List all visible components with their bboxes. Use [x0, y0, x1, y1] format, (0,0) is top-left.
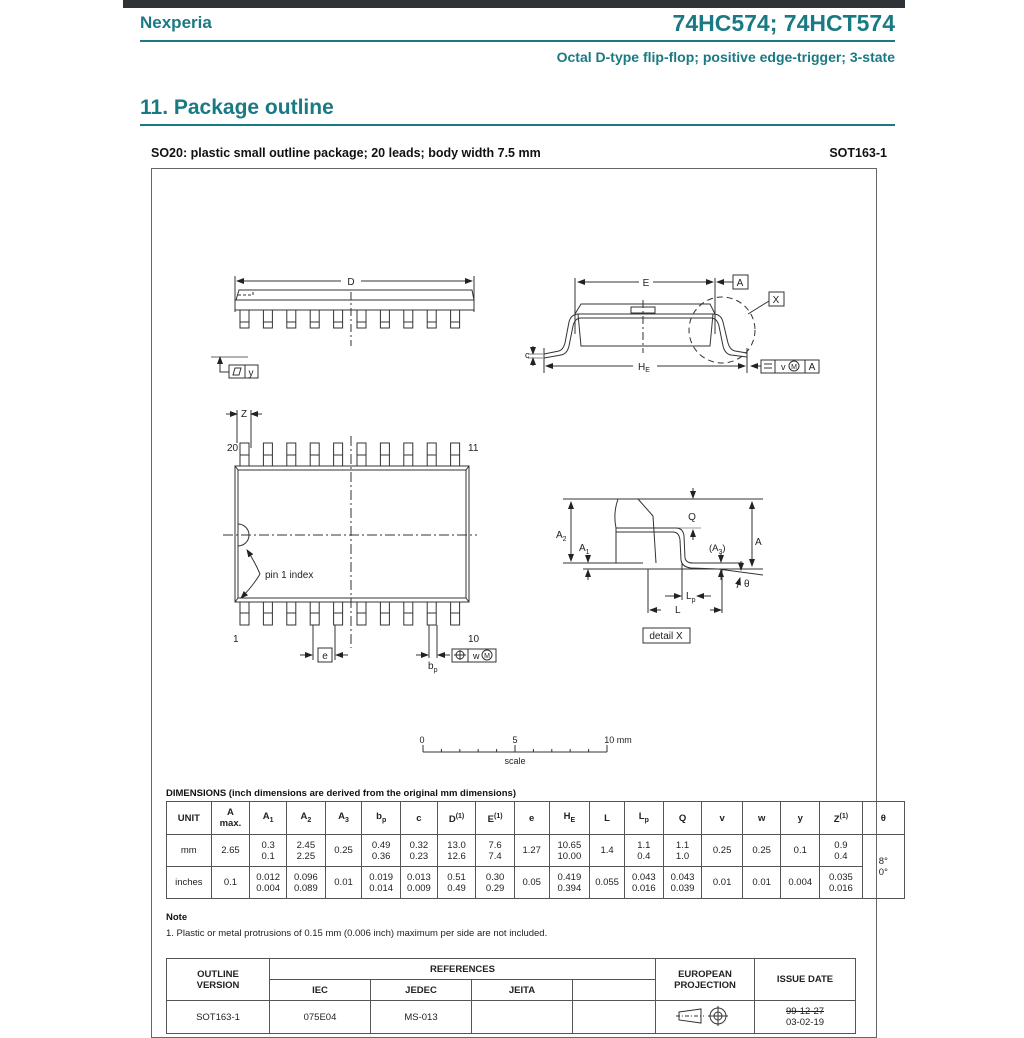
dims-header-cell: y — [781, 802, 820, 835]
dims-value-cell: 1.27 — [514, 835, 549, 867]
dims-value-cell: 1.1 0.4 — [624, 835, 663, 867]
end-view — [525, 275, 819, 374]
jedec-header: JEDEC — [371, 980, 472, 1001]
side-view-length — [211, 276, 474, 379]
viewer-top-bar — [123, 0, 905, 8]
jedec-value: MS-013 — [371, 1001, 472, 1034]
dims-header-cell: $E^{(1)}$ — [476, 802, 515, 835]
document-subtitle: Octal D-type flip-flop; positive edge-trigger; 3-state — [556, 49, 895, 65]
issue-date-value — [755, 1001, 856, 1034]
extra-ref-header — [573, 980, 656, 1001]
scale-label: scale — [504, 756, 526, 766]
dims-value-cell: 0.01 — [742, 867, 781, 899]
dims-header-cell: e — [514, 802, 549, 835]
dims-value-cell: 0.055 — [590, 867, 625, 899]
label-Z: Z — [240, 409, 248, 420]
unit-cell: inches — [167, 867, 212, 899]
issue-date-old: 99-12-27 — [785, 1006, 825, 1017]
dims-value-cell: 13.0 12.6 — [437, 835, 476, 867]
pin-1-index-label: pin 1 index — [265, 570, 314, 581]
scale-tick-10: 10 mm — [604, 735, 632, 745]
label-pin-10: 10 — [468, 634, 480, 645]
side-lead — [287, 310, 296, 328]
package-code: SOT163-1 — [829, 146, 887, 160]
package-drawing — [123, 8, 905, 768]
unit-cell: mm — [167, 835, 212, 867]
label-A: A — [755, 537, 762, 548]
theta-cell: 8° 0° — [862, 835, 904, 899]
side-lead — [310, 310, 319, 328]
dims-header-cell: $H_E$ — [549, 802, 590, 835]
extra-ref-value — [573, 1001, 656, 1034]
dims-header-cell: θ — [862, 802, 904, 835]
label-e: e — [322, 651, 328, 662]
references-table — [166, 958, 856, 1034]
datum-A-ref: A — [808, 362, 816, 373]
dims-value-cell: 0.49 0.36 — [362, 835, 401, 867]
label-E: E — [642, 278, 650, 289]
dims-header-cell: v — [702, 802, 742, 835]
dims-value-cell: 10.65 10.00 — [549, 835, 590, 867]
dims-value-cell: 0.013 0.009 — [401, 867, 438, 899]
dims-value-cell: 0.1 — [781, 835, 820, 867]
scale-bar — [419, 735, 631, 766]
side-lead — [427, 310, 436, 328]
dims-row-mm — [167, 835, 905, 867]
label-M-v: M — [791, 364, 797, 371]
dims-value-cell: 0.51 0.49 — [437, 867, 476, 899]
dims-value-cell: 0.019 0.014 — [362, 867, 401, 899]
dims-value-cell: 0.25 — [702, 835, 742, 867]
detail-x-view — [556, 488, 763, 643]
dims-value-cell: 0.004 — [781, 867, 820, 899]
dims-header-cell: Q — [663, 802, 702, 835]
side-lead — [334, 310, 343, 328]
label-A2: $A_2$ — [556, 530, 567, 543]
dims-header-cell: UNIT — [167, 802, 212, 835]
iec-value: 075E04 — [270, 1001, 371, 1034]
iec-header: IEC — [270, 980, 371, 1001]
dims-header-cell: $b_p$ — [362, 802, 401, 835]
dims-value-cell: 2.45 2.25 — [287, 835, 326, 867]
dims-header-cell: $A_3$ — [325, 802, 362, 835]
side-lead — [380, 310, 389, 328]
label-y: y — [248, 368, 254, 379]
outline-version-header: OUTLINE VERSION — [167, 959, 270, 1001]
dims-value-cell: 0.419 0.394 — [549, 867, 590, 899]
side-lead — [263, 310, 272, 328]
side-lead — [404, 310, 413, 328]
label-Q: Q — [688, 512, 696, 523]
brand-name: Nexperia — [140, 13, 212, 32]
side-lead — [357, 310, 366, 328]
document-page — [123, 8, 905, 1028]
references-header: REFERENCES — [270, 959, 656, 980]
label-L: L — [675, 605, 681, 616]
label-HE: $H_E$ — [638, 362, 650, 374]
document-title: 74HC574; 74HCT574 — [672, 10, 895, 36]
dims-header-cell: c — [401, 802, 438, 835]
dims-header-cell: L — [590, 802, 625, 835]
dims-value-cell: 0.32 0.23 — [401, 835, 438, 867]
label-bp: $b_p$ — [428, 661, 438, 674]
package-description: SO20: plastic small outline package; 20 leads; body width 7.5 mm — [151, 146, 541, 160]
jeita-value — [472, 1001, 573, 1034]
dims-value-cell: 0.043 0.016 — [624, 867, 663, 899]
dims-value-cell: 0.01 — [325, 867, 362, 899]
note-text: 1. Plastic or metal protrusions of 0.15 mm (0.006 inch) maximum per side are not included. — [166, 928, 548, 939]
dims-row-inches — [167, 867, 905, 899]
dims-value-cell: 0.05 — [514, 867, 549, 899]
dims-header-cell: $D^{(1)}$ — [437, 802, 476, 835]
dims-value-cell: 0.035 0.016 — [820, 867, 863, 899]
dims-value-cell: 0.3 0.1 — [250, 835, 287, 867]
label-A1: $A_1$ — [579, 543, 590, 556]
label-A3: $(A_3)$ — [709, 543, 726, 556]
label-w: w — [473, 651, 480, 661]
dims-value-cell: 2.65 — [211, 835, 250, 867]
dims-header-cell: $A_2$ — [287, 802, 326, 835]
detail-x-label: detail X — [649, 631, 683, 642]
dims-header-cell: $Z^{(1)}$ — [820, 802, 863, 835]
dims-value-cell: 0.9 0.4 — [820, 835, 863, 867]
label-pin-1: 1 — [233, 634, 239, 645]
label-D: D — [347, 277, 355, 288]
dims-header-cell: $A_1$ — [250, 802, 287, 835]
dims-header-cell: A max. — [211, 802, 250, 835]
dims-header-cell: w — [742, 802, 781, 835]
projection-icon — [675, 1005, 735, 1027]
dimensions-table — [166, 801, 905, 899]
section-title: 11. Package outline — [140, 96, 334, 119]
dims-value-cell: 0.25 — [742, 835, 781, 867]
issue-date-header: ISSUE DATE — [755, 959, 856, 1001]
top-view — [223, 409, 496, 674]
dims-value-cell: 0.01 — [702, 867, 742, 899]
dims-value-cell: 0.012 0.004 — [250, 867, 287, 899]
label-Lp: $L_p$ — [686, 591, 696, 604]
label-M-w: M — [484, 653, 490, 660]
scale-tick-0: 0 — [419, 735, 425, 745]
detail-X-callout: X — [772, 295, 780, 306]
label-theta: θ — [744, 579, 750, 590]
dimensions-caption: DIMENSIONS (inch dimensions are derived from the original mm dimensions) — [166, 788, 516, 799]
label-pin-11: 11 — [468, 443, 479, 454]
dims-value-cell: 7.6 7.4 — [476, 835, 515, 867]
dims-value-cell: 1.4 — [590, 835, 625, 867]
dims-value-cell: 0.25 — [325, 835, 362, 867]
issue-date-current: 03-02-19 — [785, 1017, 825, 1028]
scale-tick-5: 5 — [512, 735, 518, 745]
note-heading: Note — [166, 912, 188, 923]
dims-value-cell: 0.30 0.29 — [476, 867, 515, 899]
dims-value-cell: 0.1 — [211, 867, 250, 899]
label-c: c — [525, 350, 530, 360]
label-pin-20: 20 — [227, 443, 239, 454]
dims-header-cell: $L_p$ — [624, 802, 663, 835]
side-lead — [451, 310, 460, 328]
jeita-header: JEITA — [472, 980, 573, 1001]
dims-value-cell: 0.043 0.039 — [663, 867, 702, 899]
european-projection-symbol — [656, 1001, 755, 1034]
projection-header: EUROPEAN PROJECTION — [656, 959, 755, 1001]
outline-version-value: SOT163-1 — [167, 1001, 270, 1034]
side-lead — [240, 310, 249, 328]
datum-A: A — [736, 278, 744, 289]
dims-value-cell: 0.096 0.089 — [287, 867, 326, 899]
dims-value-cell: 1.1 1.0 — [663, 835, 702, 867]
label-v: v — [781, 362, 786, 372]
